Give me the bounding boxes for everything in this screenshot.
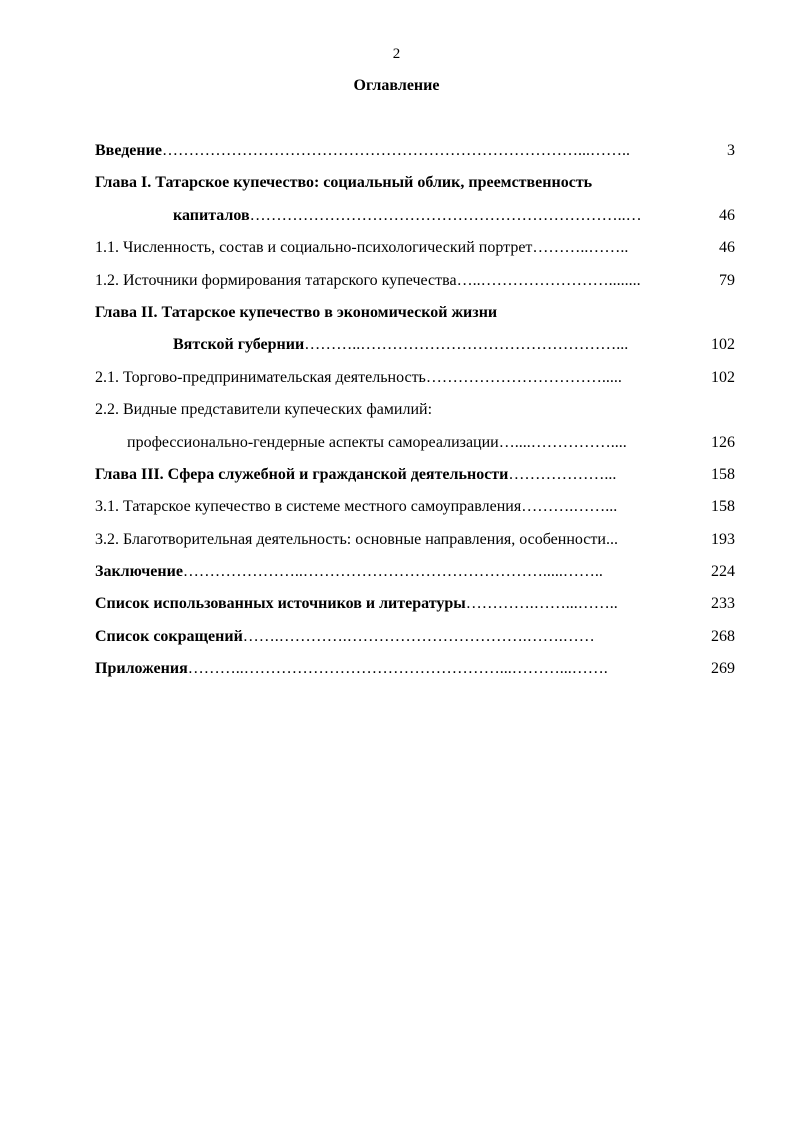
toc-leader-dots: ………………...	[508, 465, 617, 483]
toc-leader-dots: ...	[605, 530, 618, 548]
toc-entry-label: Вятской губернии	[173, 336, 305, 354]
toc-entry-label: 3.2. Благотворительная деятельность: основные направления, особенности	[95, 530, 606, 548]
toc-page-number: 46	[719, 206, 735, 224]
toc-entry-chapter-3	[95, 464, 735, 496]
toc-entry-bibliography	[95, 593, 735, 625]
toc-leader-dots: ……………………………………………………………………...……..	[161, 142, 630, 159]
toc-entry-conclusion	[95, 561, 735, 593]
toc-entry-label: профессионально-гендерные аспекты самореализации	[127, 433, 499, 451]
toc-entry-label: 3.1. Татарское купечество в системе местного самоуправления	[95, 498, 522, 516]
toc-entry-label: Список сокращений	[95, 627, 243, 645]
toc-entry-chapter-2-continued	[95, 334, 735, 366]
toc-leader-dots: …….………….…………………………….…….……	[242, 627, 595, 645]
toc-entry-label: капиталов	[173, 206, 250, 224]
toc-entry-section-1-2	[95, 270, 735, 302]
toc-page-number: 46	[719, 239, 735, 257]
toc-page-number: 79	[719, 271, 735, 289]
toc-entry-section-2-2-continued	[95, 432, 735, 464]
toc-page-number: 224	[711, 563, 735, 581]
toc-page-number: 269	[711, 660, 735, 678]
toc-page-number: 102	[711, 336, 735, 354]
toc-leader-dots: ………..…………………………………………...	[304, 336, 629, 354]
toc-entry-label: Введение	[95, 142, 162, 159]
page-number: 2	[392, 46, 401, 62]
toc-page-number: 3	[727, 142, 735, 159]
toc-page-number: 158	[711, 465, 735, 483]
toc-entry-chapter-1	[95, 172, 735, 204]
toc-page-number: 193	[711, 530, 735, 548]
toc-entry-section-3-1	[95, 496, 735, 528]
toc-entry-section-3-2	[95, 529, 735, 561]
toc-page-number: 126	[711, 433, 735, 451]
toc-title: Оглавление	[353, 77, 440, 94]
toc-entry-section-2-1	[95, 367, 735, 399]
toc-leader-dots: …………………………….....	[425, 368, 622, 386]
toc-entry-chapter-2	[95, 302, 735, 334]
toc-entry-appendices	[95, 658, 735, 690]
toc-page-number: 268	[711, 627, 735, 645]
toc-entry-section-2-2	[95, 399, 735, 431]
toc-entry-label: Заключение	[95, 563, 183, 581]
toc-page-number: 102	[711, 368, 735, 386]
toc-page-number: 158	[711, 498, 735, 516]
toc-entry-label: Список использованных источников и литературы	[95, 595, 466, 613]
toc-leader-dots: …....……………....	[498, 433, 627, 451]
toc-entry-label: 1.2. Источники формирования татарского купечества	[95, 271, 457, 289]
toc-entry-abbreviations	[95, 626, 735, 658]
toc-entry-introduction	[95, 140, 735, 172]
toc-leader-dots: ……….……...	[521, 498, 618, 516]
toc-leader-dots: ………….……...……..	[465, 595, 618, 613]
toc-entry-label: Глава I. Татарское купечество: социальный облик, преемственность	[95, 174, 593, 192]
toc-entry-label: 2.1. Торгово-предпринимательская деятельность	[95, 368, 426, 386]
toc-entry-chapter-1-continued	[95, 205, 735, 237]
toc-entry-label: 1.1. Численность, состав и социально-психологический портрет	[95, 239, 533, 257]
toc-leader-dots: …………………..……………………………………….....……..	[182, 563, 603, 581]
toc-leader-dots: …..……………………........	[456, 271, 641, 289]
toc-leader-dots: ……………………………………………………………..…	[249, 206, 642, 224]
toc-entry-section-1-1	[95, 237, 735, 269]
table-of-contents	[95, 140, 735, 691]
toc-entry-label: Глава II. Татарское купечество в экономической жизни	[95, 303, 498, 321]
toc-leader-dots: ………..……..	[532, 239, 629, 257]
toc-page-number: 233	[711, 595, 735, 613]
toc-entry-label: Глава III. Сфера служебной и гражданской деятельности	[95, 465, 509, 483]
toc-leader-dots: ………..…………………………………………...………...…….	[187, 660, 608, 678]
toc-entry-label: 2.2. Видные представители купеческих фамилий:	[95, 401, 433, 419]
toc-entry-label: Приложения	[95, 660, 188, 678]
